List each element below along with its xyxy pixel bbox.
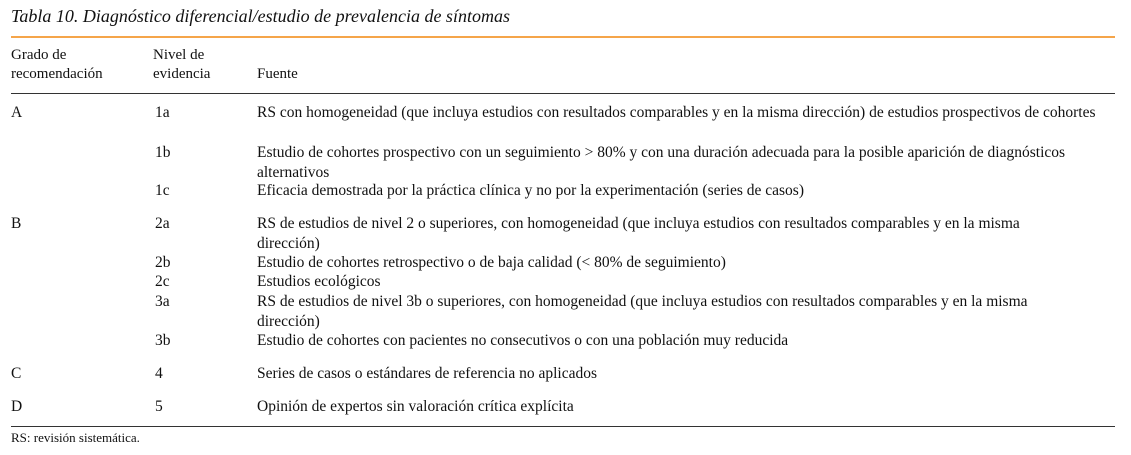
header-nivel: Nivel de evidencia (153, 47, 211, 82)
table-footnote: RS: revisión sistemática. (11, 430, 140, 445)
table-cell-level: 2c (155, 273, 170, 290)
table-cell-source: RS de estudios de nivel 3b o superiores, con homogeneidad (que incluya estudios con resultados comparables y en la misma dirección) (257, 293, 1028, 330)
table-cell-level: 1a (155, 104, 170, 121)
table-cell-source: Estudios ecológicos (257, 273, 381, 290)
table-cell-source: Estudio de cohortes retrospectivo o de baja calidad (< 80% de seguimiento) (257, 254, 726, 271)
table-bottom-rule (11, 426, 1115, 427)
table-cell-source: Estudio de cohortes con pacientes no consecutivos o con una población muy reducida (257, 332, 789, 349)
table-cell-level: 3a (155, 293, 170, 310)
table-cell-grade: D (11, 398, 23, 415)
table-cell-source: Estudio de cohortes prospectivo con un seguimiento > 80% y con una duración adecuada para la posible aparición de diagnósticos alternativos (257, 144, 1066, 181)
table-cell-source: Opinión de expertos sin valoración crítica explícita (257, 398, 574, 415)
header-fuente: Fuente (257, 66, 298, 82)
table-cell-source: RS con homogeneidad (que incluya estudios con resultados comparables y en la misma dirección) de estudios prospectivos de cohortes (257, 104, 1096, 121)
table-cell-source: RS de estudios de nivel 2 o superiores, con homogeneidad (que incluya estudios con resultados comparables y en la misma dirección) (257, 215, 1020, 252)
table-cell-level: 1c (155, 182, 170, 199)
table-cell-grade: A (11, 104, 23, 121)
table-cell-level: 3b (155, 332, 171, 349)
header-grado: Grado de recomendación (11, 47, 103, 82)
table-cell-grade: B (11, 215, 22, 232)
table-cell-level: 5 (155, 398, 163, 415)
table-cell-level: 4 (155, 365, 163, 382)
table-cell-level: 2b (155, 254, 171, 271)
table-cell-level: 2a (155, 215, 170, 232)
table-cell-source: Series de casos o estándares de referencia no aplicados (257, 365, 597, 382)
title-divider (11, 36, 1115, 38)
header-divider (11, 93, 1115, 94)
table-cell-grade: C (11, 365, 22, 382)
table-cell-source: Eficacia demostrada por la práctica clínica y no por la experimentación (series de casos) (257, 182, 804, 199)
table-title: Tabla 10. Diagnóstico diferencial/estudio de prevalencia de síntomas (11, 6, 510, 26)
table-cell-level: 1b (155, 144, 171, 161)
